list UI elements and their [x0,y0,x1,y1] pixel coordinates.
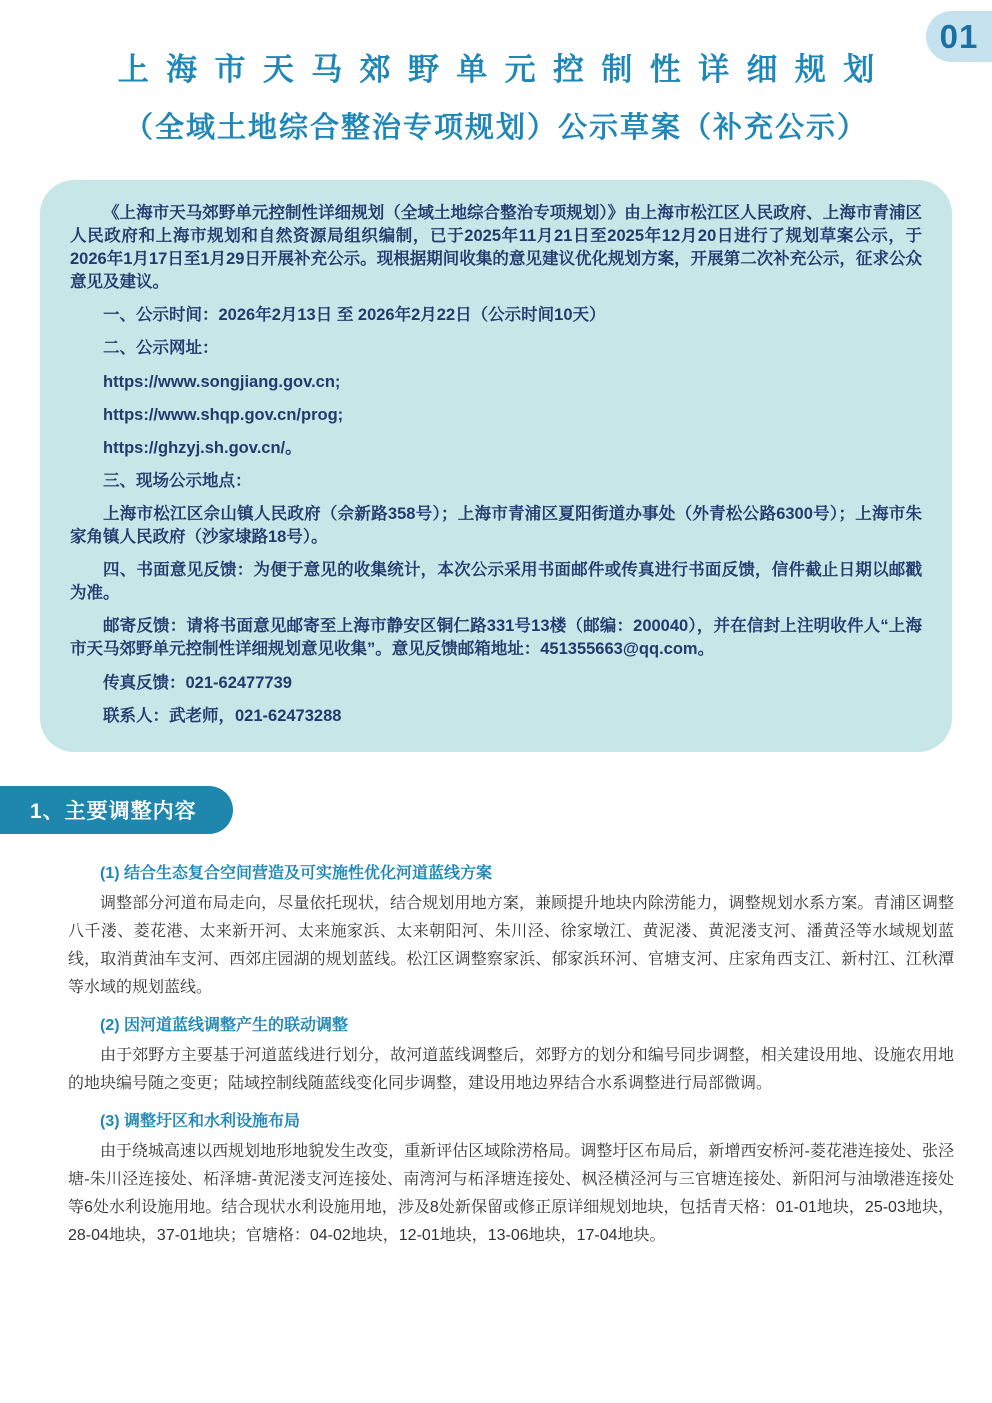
section-heading-badge: 1、主要调整内容 [0,786,233,834]
notice-paragraph: 《上海市天马郊野单元控制性详细规划（全域土地综合整治专项规划）》由上海市松江区人民政府、上海市青浦区人民政府和上海市规划和自然资源局组织编制，已于2025年11月21日至2025年12月20日进行了规划草案公示，于2026年1月17日至1月29日开展补充公示。现根据期间收集的意见建议优化规划方案，开展第二次补充公示，征求公众意见及建议。 [70,204,922,292]
notice-paragraph: 三、现场公示地点： [103,471,252,490]
notice-paragraph: 传真反馈：021-62477739 [103,673,292,692]
notice-box [40,180,952,752]
subsection-body: 由于郊野方主要基于河道蓝线进行划分，故河道蓝线调整后，郊野方的划分和编号同步调整，相关建设用地、设施农用地的地块编号随之变更；陆域控制线随蓝线变化同步调整，建设用地边界结合水系调整进行局部微调。 [68,1046,954,1092]
subsection-heading: (3) 调整圩区和水利设施布局 [100,1112,301,1130]
page-title: 上海市天马郊野单元控制性详细规划 [117,52,892,87]
notice-paragraph: https://www.shqp.gov.cn/prog; [103,405,344,424]
notice-paragraph: 邮寄反馈：请将书面意见邮寄至上海市静安区铜仁路331号13楼（邮编：200040），并在信封上注明收件人“上海市天马郊野单元控制性详细规划意见收集”。意见反馈邮箱地址：451355663@qq.com。 [70,617,922,659]
page-subtitle: （全域土地综合整治专项规划）公示草案（补充公示） [123,112,868,144]
notice-paragraph: 一、公示时间：2026年2月13日 至 2026年2月22日（公示时间10天） [103,306,606,325]
page-number-badge: 01 [926,11,992,62]
notice-paragraph: 联系人：武老师，021-62473288 [103,706,342,725]
notice-paragraph: https://ghzyj.sh.gov.cn/。 [103,438,302,457]
subsection-body: 调整部分河道布局走向，尽量依托现状，结合规划用地方案，兼顾提升地块内除涝能力，调整规划水系方案。青浦区调整八千溇、菱花港、太来新开河、太来施家浜、太来朝阳河、朱川泾、徐家墩江、黄泥溇、黄泥溇支河、潘黄泾等水域规划蓝线，取消黄油车支河、西郊庄园湖的规划蓝线。松江区调整察家浜、郁家浜环河、官塘支河、庄家角西支江、新村江、江秋潭等水域的规划蓝线。 [68,894,954,996]
subsection-heading: (2) 因河道蓝线调整产生的联动调整 [100,1016,349,1034]
notice-paragraph: 四、书面意见反馈：为便于意见的收集统计，本次公示采用书面邮件或传真进行书面反馈，信件截止日期以邮戳为准。 [70,561,922,603]
subsection-heading: (1) 结合生态复合空间营造及可实施性优化河道蓝线方案 [100,864,493,882]
subsection-body: 由于绕城高速以西规划地形地貌发生改变，重新评估区域除涝格局。调整圩区布局后，新增西安桥河-菱花港连接处、张泾塘-朱川泾连接处、柘泽塘-黄泥溇支河连接处、南湾河与柘泽塘连接处、枫泾横泾河与三官塘连接处、新阳河与油墩港连接处等6处水利设施用地。结合现状水利设施用地，涉及8处新保留或修正原详细规划地块，包括青天格：01-01地块，25-03地块，28-04地块，37-01地块；官塘格：04-02地块，12-01地块，13-06地块，17-04地块。 [68,1142,954,1244]
notice-paragraph: 上海市松江区佘山镇人民政府（佘新路358号）；上海市青浦区夏阳街道办事处（外青松公路6300号）；上海市朱家角镇人民政府（沙家埭路18号）。 [70,504,922,547]
notice-paragraph: https://www.songjiang.gov.cn; [103,372,341,391]
notice-paragraph: 二、公示网址： [103,339,219,358]
main-section-content [68,860,954,1250]
